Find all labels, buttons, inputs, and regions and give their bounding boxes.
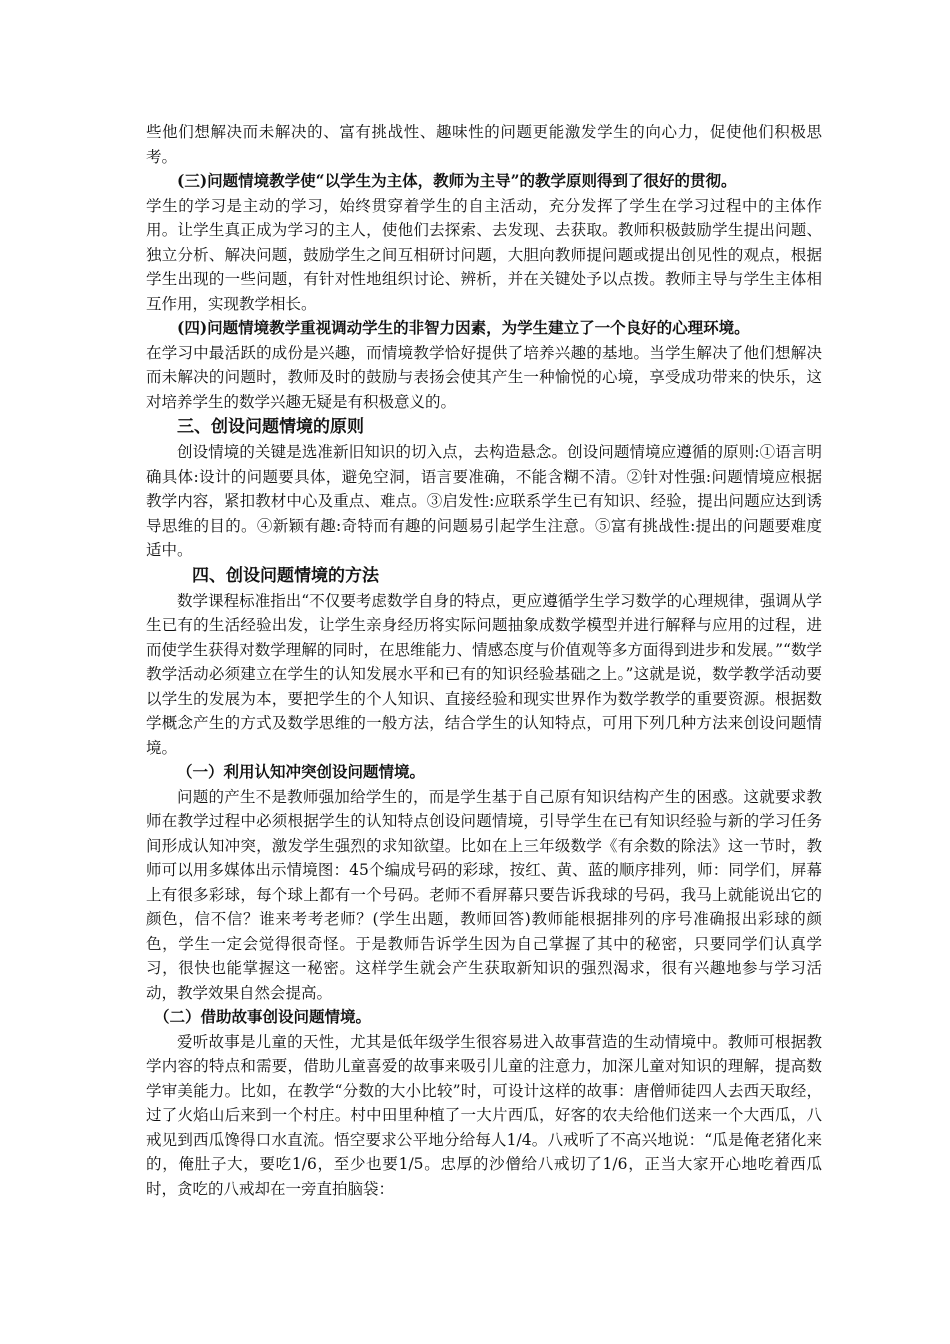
point-four-body: 在学习中最活跃的成份是兴趣，而情境教学恰好提供了培养兴趣的基地。当学生解决了他们想解决而未解决的问题时，教师及时的鼓励与表扬会使其产生一种愉悦的心境，享受成功带来的快乐，这对培养学生的数学兴趣无疑是有积极意义的。 xyxy=(146,343,822,411)
point-three-body: 学生的学习是主动的学习，始终贯穿着学生的自主活动，充分发挥了学生在学习过程中的主体作用。让学生真正成为学习的主人，使他们去探索、去发现、去获取。教师积极鼓励学生提出问题、独立分析、解决问题，鼓励学生之间互相研讨问题，大胆向教师提问题或提出创见性的观点，根据学生出现的一些问题，有针对性地组织讨论、辨析，并在关键处予以点拨。教师主导与学生主体相互作用，实现教学相长。 xyxy=(146,196,822,313)
point-four-heading: (四)问题情境教学重视调动学生的非智力因素，为学生建立了一个良好的心理环境。 xyxy=(177,318,750,337)
section-three-heading: 三、创设问题情境的原则 xyxy=(177,417,364,437)
method-two-heading: （二）借助故事创设问题情境。 xyxy=(154,1007,372,1026)
paragraph-continuation: 些他们想解决而未解决的、富有挑战性、趣味性的问题更能激发学生的向心力，促使他们积极思考。 xyxy=(146,123,822,166)
point-three-heading: (三)问题情境教学使“以学生为主体，教师为主导”的教学原则得到了很好的贯彻。 xyxy=(177,171,737,190)
section-four-heading: 四、创设问题情境的方法 xyxy=(192,565,379,586)
methods-intro-paragraph: 数学课程标准指出“不仅要考虑数学自身的特点，更应遵循学生学习数学的心理规律，强调从学生已有的生活经验出发，让学生亲身经历将实际问题抽象成数学模型并进行解释与应用的过程，进而使学生获得对数学理解的同时，在思维能力、情感态度与价值观等多方面得到进步和发展。”“数学教学活动必须建立在学生的认知发展水平和已有的知识经验基础之上。”这就是说，数学教学活动要以学生的发展为本，要把学生的个人知识、直接经验和现实世界作为数学教学的重要资源。根据数学概念产生的方式及数学思维的一般方法，结合学生的认知特点，可用下列几种方法来创设问题情境。 xyxy=(146,591,822,757)
method-one-paragraph: 问题的产生不是教师强加给学生的，而是学生基于自己原有知识结构产生的困惑。这就要求教师在教学过程中必须根据学生的认知特点创设问题情境，引导学生在已有知识经验与新的学习任务间形成认知冲突，激发学生强烈的求知欲望。比如在上三年级数学《有余数的除法》这一节时，教师可以用多媒体出示情境图：45个编成号码的彩球，按红、黄、蓝的顺序排列，师：同学们，屏幕上有很多彩球，每个球上都有一个号码。老师不看屏幕只要告诉我球的号码，我马上就能说出它的颜色，信不信？谁来考考老师？(学生出题，教师回答)教师能根据排列的序号准确报出彩球的颜色，学生一定会觉得很奇怪。于是教师告诉学生因为自己掌握了其中的秘密，只要同学们认真学习，很快也能掌握这一秘密。这样学生就会产生获取新知识的强烈渴求，很有兴趣地参与学习活动，教学效果自然会提高。 xyxy=(146,787,822,1002)
method-two-paragraph: 爱听故事是儿童的天性，尤其是低年级学生很容易进入故事营造的生动情境中。教师可根据教学内容的特点和需要，借助儿童喜爱的故事来吸引儿童的注意力，加深儿童对知识的理解，提高数学审美能力。比如，在教学“分数的大小比较”时，可设计这样的故事：唐僧师徒四人去西天取经，过了火焰山后来到一个村庄。村中田里种植了一大片西瓜，好客的农夫给他们送来一个大西瓜，八戒见到西瓜馋得口水直流。悟空要求公平地分给每人1/4。八戒听了不高兴地说：“瓜是俺老猪化来的，俺肚子大，要吃1/6，至少也要1/5。忠厚的沙僧给八戒切了1/6，正当大家开心地吃着西瓜时，贪吃的八戒却在一旁直拍脑袋： xyxy=(146,1032,822,1198)
method-one-heading: （一）利用认知冲突创设问题情境。 xyxy=(177,762,426,781)
document-body xyxy=(146,120,822,1201)
principles-paragraph: 创设情境的关键是选准新旧知识的切入点，去构造悬念。创设问题情境应遵循的原则:①语言明确具体:设计的问题要具体，避免空洞，语言要准确，不能含糊不清。②针对性强:问题情境应根据教学内容，紧扣教材中心及重点、难点。③启发性:应联系学生已有知识、经验，提出问题应达到诱导思维的目的。④新颖有趣:奇特而有趣的问题易引起学生注意。⑤富有挑战性:提出的问题要难度适中。 xyxy=(146,443,822,559)
